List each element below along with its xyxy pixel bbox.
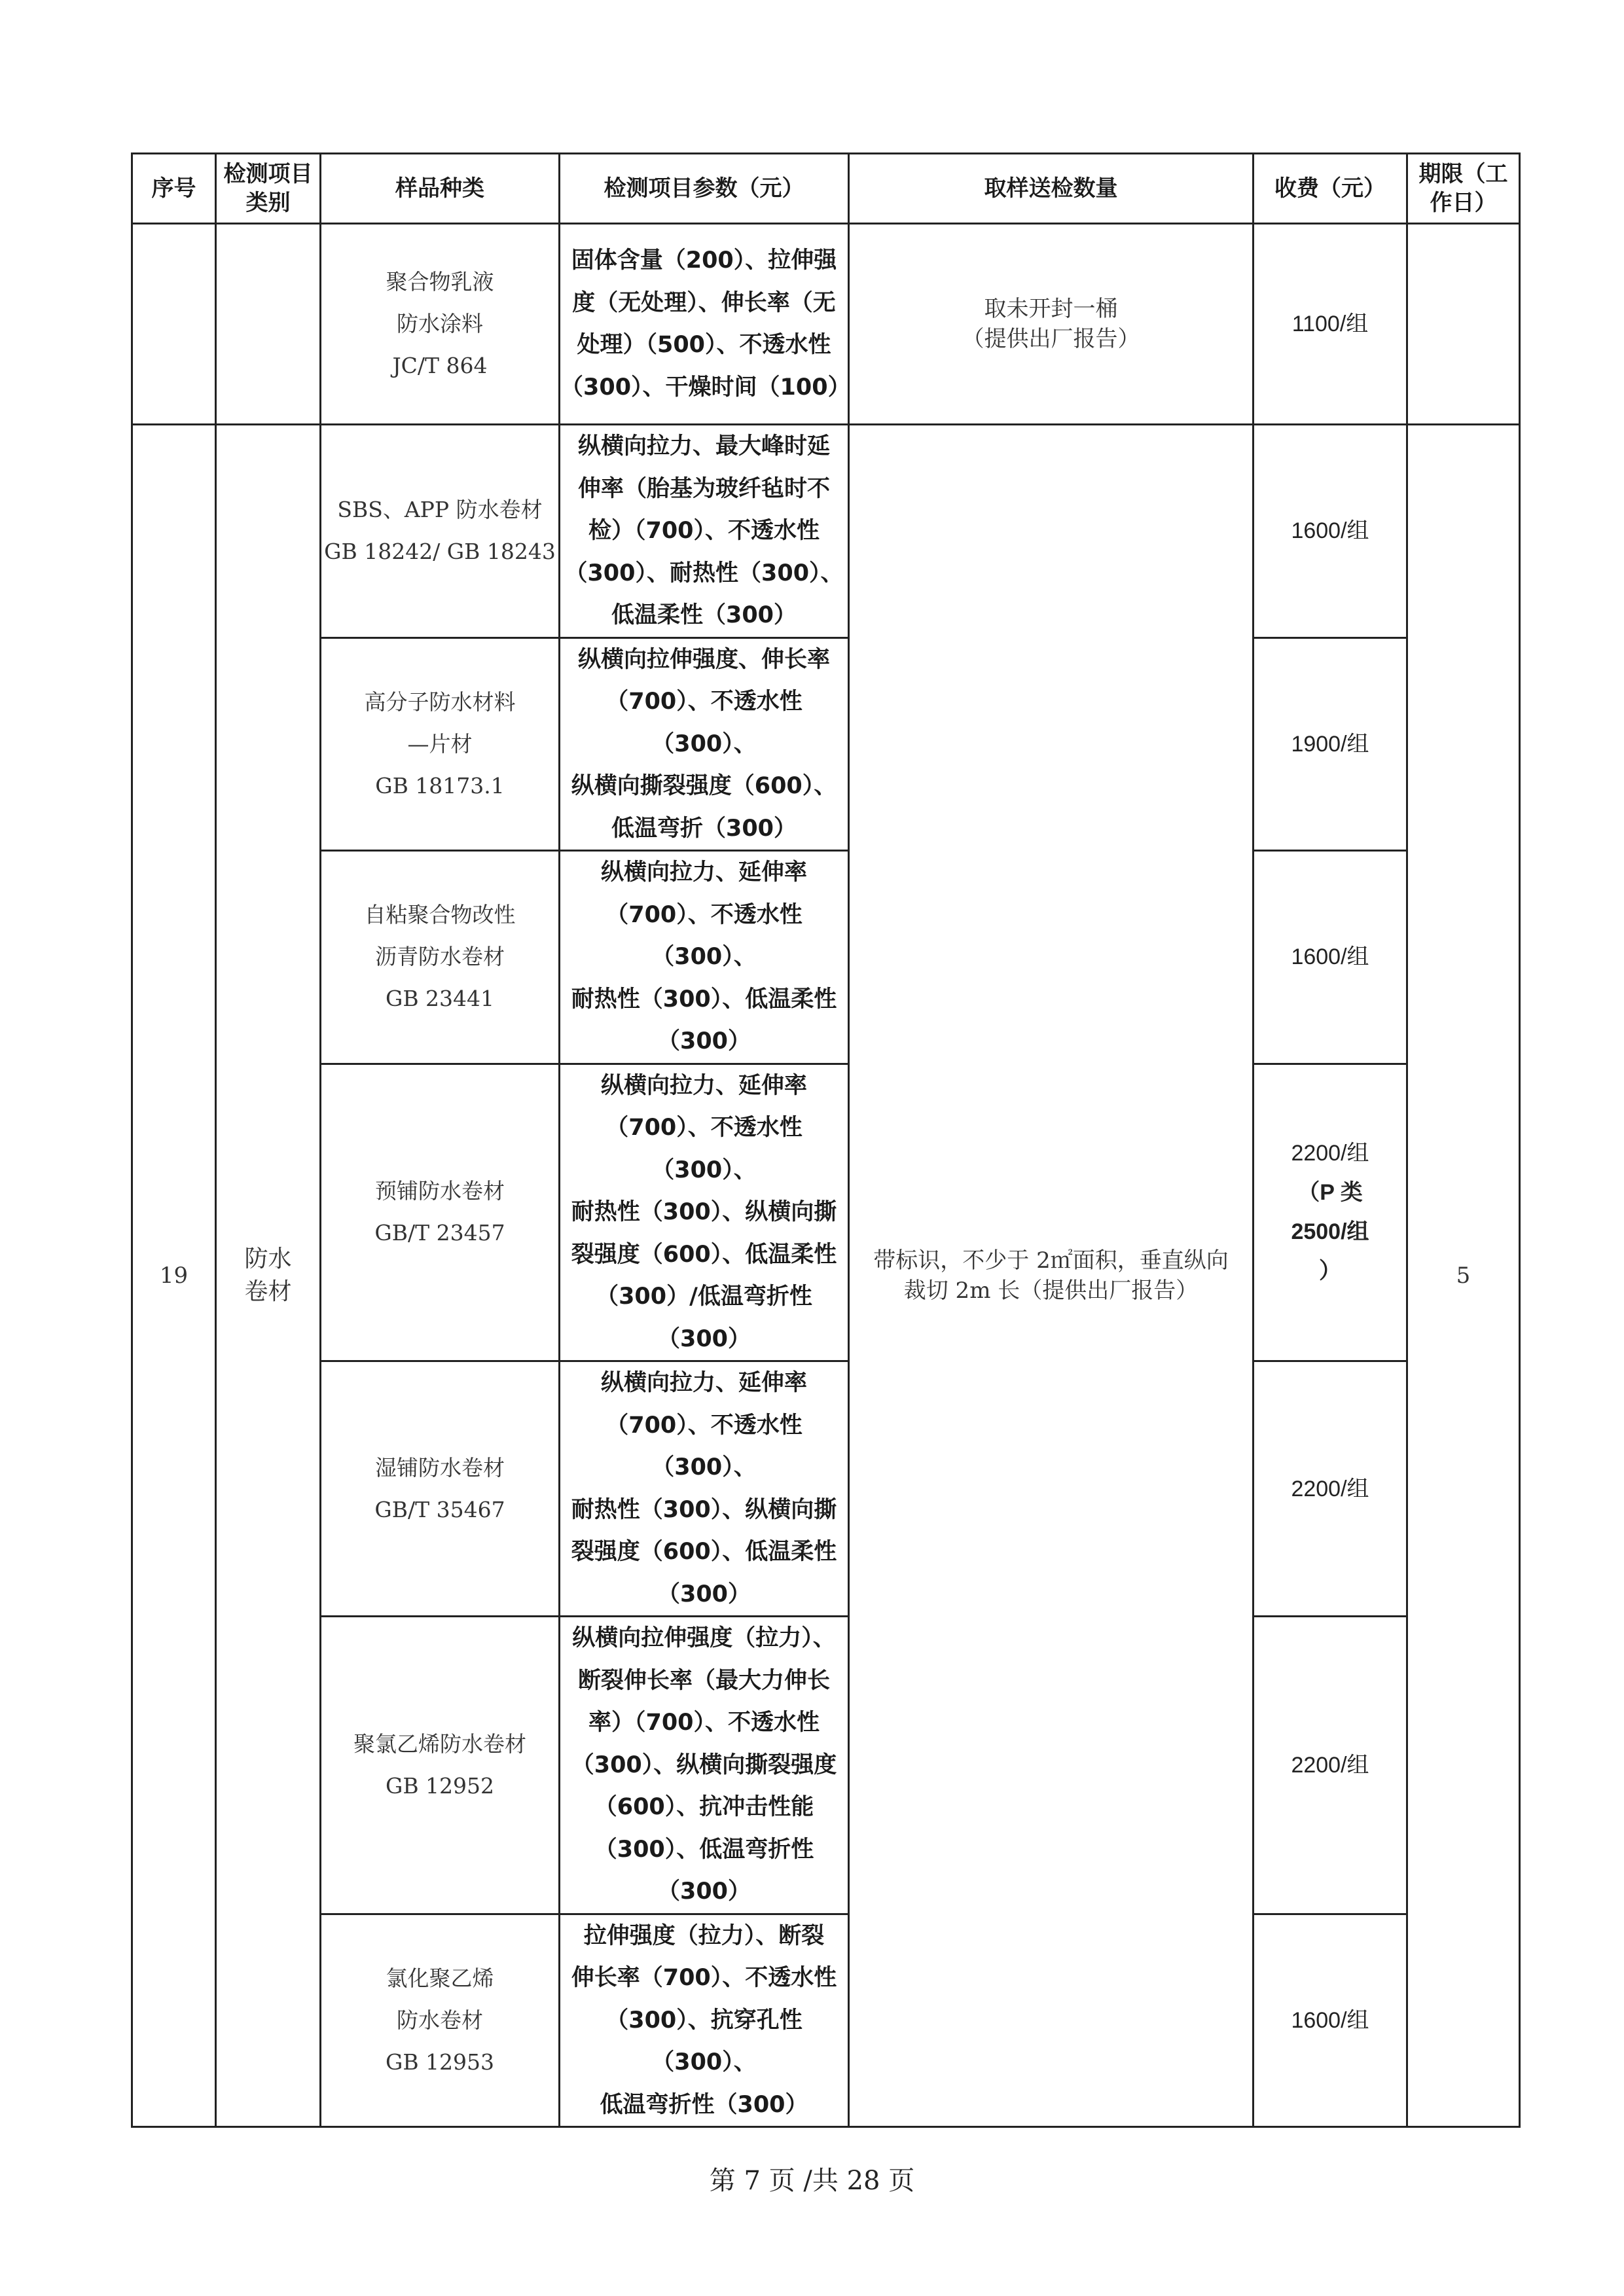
- table-row: [132, 1361, 1520, 1617]
- params-cell: 纵横向拉力、延伸率 （700）、不透水性（300）、 耐热性（300）、纵横向撕 裂强度（600）、低温柔性 （300）/低温弯折性 （300）: [560, 1064, 849, 1361]
- header-category: 检测项目类别: [216, 154, 321, 224]
- category-cell: [216, 224, 321, 425]
- fee-cell: 1100/组: [1254, 224, 1407, 425]
- sample-cell: 高分子防水材料 —片材 GB 18173.1: [321, 637, 560, 851]
- period-cell: [1407, 224, 1520, 425]
- period-cell: 5: [1407, 425, 1520, 2127]
- fee-cell: 2200/组: [1254, 1617, 1407, 1914]
- table-row: [132, 1617, 1520, 1914]
- header-row: [132, 154, 1520, 224]
- sample-cell: 预铺防水卷材 GB/T 23457: [321, 1064, 560, 1361]
- params-cell: 纵横向拉力、最大峰时延 伸率（胎基为玻纤毡时不 检）（700）、不透水性 （300）、耐热性（300）、 低温柔性（300）: [560, 425, 849, 638]
- sample-cell: 自粘聚合物改性 沥青防水卷材 GB 23441: [321, 851, 560, 1064]
- fee-table: [131, 152, 1521, 2128]
- no-cell: 19: [132, 425, 216, 2127]
- table-row: [132, 224, 1520, 425]
- params-cell: 纵横向拉伸强度、伸长率 （700）、不透水性（300）、 纵横向撕裂强度（600）、 低温弯折（300）: [560, 637, 849, 851]
- no-cell: [132, 224, 216, 425]
- table-row: [132, 425, 1520, 638]
- table-row: [132, 637, 1520, 851]
- fee-cell: 1900/组: [1254, 637, 1407, 851]
- fee-cell: 2200/组 （P 类 2500/组 ）: [1254, 1064, 1407, 1361]
- fee-cell: 2200/组: [1254, 1361, 1407, 1617]
- sample-cell: 湿铺防水卷材 GB/T 35467: [321, 1361, 560, 1617]
- params-cell: 拉伸强度（拉力）、断裂 伸长率（700）、不透水性 （300）、抗穿孔性（300）、 低温弯折性（300）: [560, 1914, 849, 2127]
- sample-cell: 聚氯乙烯防水卷材 GB 12952: [321, 1617, 560, 1914]
- header-fee: 收费（元）: [1254, 154, 1407, 224]
- table-row: [132, 1064, 1520, 1361]
- quantity-cell: 取未开封一桶 （提供出厂报告）: [849, 224, 1254, 425]
- params-cell: 纵横向拉力、延伸率 （700）、不透水性（300）、 耐热性（300）、低温柔性 （300）: [560, 851, 849, 1064]
- header-quantity: 取样送检数量: [849, 154, 1254, 224]
- page-footer: 第 7 页 /共 28 页: [709, 2166, 915, 2196]
- category-cell: 防水 卷材: [216, 425, 321, 2127]
- header-no: 序号: [132, 154, 216, 224]
- params-cell: 纵横向拉力、延伸率 （700）、不透水性（300）、 耐热性（300）、纵横向撕 裂强度（600）、低温柔性 （300）: [560, 1361, 849, 1617]
- fee-cell: 1600/组: [1254, 851, 1407, 1064]
- fee-cell: 1600/组: [1254, 1914, 1407, 2127]
- params-cell: 纵横向拉伸强度（拉力）、 断裂伸长率（最大力伸长 率）（700）、不透水性 （300）、纵横向撕裂强度 （600）、抗冲击性能 （300）、低温弯折性 （300）: [560, 1617, 849, 1914]
- sample-cell: 聚合物乳液 防水涂料 JC/T 864: [321, 224, 560, 425]
- table-row: [132, 1914, 1520, 2127]
- fee-cell: 1600/组: [1254, 425, 1407, 638]
- header-params: 检测项目参数（元）: [560, 154, 849, 224]
- header-period: 期限（工作日）: [1407, 154, 1520, 224]
- header-sample: 样品种类: [321, 154, 560, 224]
- sample-cell: 氯化聚乙烯 防水卷材 GB 12953: [321, 1914, 560, 2127]
- sample-cell: SBS、APP 防水卷材 GB 18242/ GB 18243: [321, 425, 560, 638]
- params-cell: 固体含量（200）、拉伸强 度（无处理）、伸长率（无 处理）（500）、不透水性 （300）、干燥时间（100）: [560, 224, 849, 425]
- quantity-cell: 带标识，不少于 2㎡面积，垂直纵向 裁切 2m 长（提供出厂报告）: [849, 425, 1254, 2127]
- table-row: [132, 851, 1520, 1064]
